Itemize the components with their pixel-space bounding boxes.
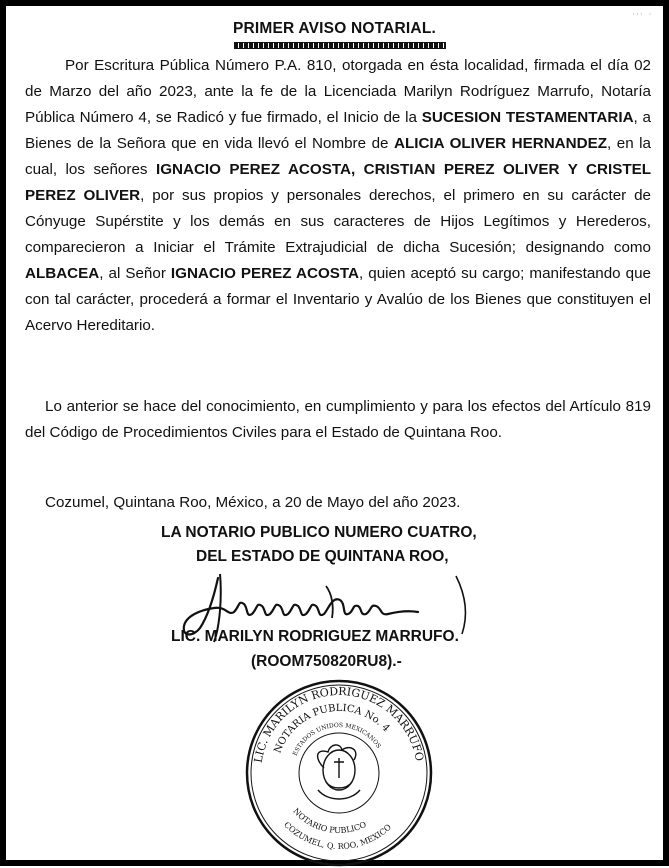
seal-inner-text: NOTARIA PUBLICA No. 4	[272, 702, 392, 755]
svg-text:COZUMEL, Q. ROO, MEXICO	[282, 820, 393, 851]
title-underline	[234, 42, 446, 49]
text-segment: Por Escritura Pública Número P.A. 810, otorgada en ésta localidad, firmada el día 02 de Marzo del año 2023, ante la fe de la Licenciada Marilyn Rodríguez Marrufo, Notaría Pública Número 4, se Radicó y fue firmado, el Inicio de la	[25, 57, 651, 126]
notary-seal-stamp	[244, 678, 434, 868]
signature-title-line2: DEL ESTADO DE QUINTANA ROO,	[196, 548, 449, 565]
bold-segment: IGNACIO PEREZ ACOSTA	[170, 265, 360, 282]
notary-name: LIC. MARILYN RODRIGUEZ MARRUFO.	[171, 628, 459, 645]
scan-mark: ''' '	[632, 12, 653, 23]
bold-segment: ALBACEA	[25, 265, 100, 282]
notary-rfc: (ROOM750820RU8).-	[251, 653, 402, 670]
bold-segment: IGNACIO PEREZ ACOSTA, CRISTIAN PEREZ OLIVER Y CRISTEL PEREZ OLIVER	[25, 161, 652, 204]
text-segment: , a Bienes de la Señora que en vida llevó el Nombre de	[25, 109, 651, 152]
seal-place-text: COZUMEL, Q. ROO, MEXICO	[282, 820, 394, 852]
coat-of-arms-emblem	[318, 745, 360, 799]
notice-body-paragraph	[25, 53, 651, 339]
seal-outer-text: LIC. MARILYN RODRIGUEZ MARRUFO	[251, 684, 427, 764]
seal-bottom-text: NOTARIO PUBLICO	[291, 806, 368, 836]
place-date-line: Cozumel, Quintana Roo, México, a 20 de Mayo del año 2023.	[45, 494, 461, 511]
seal-center-text: ESTADOS UNIDOS MEXICANOS	[291, 721, 383, 757]
text-segment: , en la cual, los señores	[25, 135, 651, 178]
bold-segment: ALICIA OLIVER HERNANDEZ	[394, 135, 607, 152]
signature-title-line1: LA NOTARIO PUBLICO NUMERO CUATRO,	[161, 524, 477, 541]
notice-reference-paragraph: Lo anterior se hace del conocimiento, en cumplimiento y para los efectos del Artículo 819 del Código de Procedimientos Civiles para el Estado de Quintana Roo.	[25, 398, 651, 441]
text-segment: , quien aceptó su cargo; manifestando que con tal carácter, procederá a formar el Inventario y Avalúo de los Bienes que constituyen el Acervo Hereditario.	[25, 265, 651, 334]
notice-title: PRIMER AVISO NOTARIAL.	[232, 20, 437, 37]
svg-text:NOTARIO PUBLICO	[291, 807, 368, 836]
text-segment: , al Señor	[99, 265, 171, 282]
text-segment: , por sus propios y personales derechos, el primero en su carácter de Cónyuge Supérstite y los demás en sus caracteres de Hijos Legítimos y Herederos, comparecieron a Iniciar el Trámite Extrajudicial de dicha Sucesión; designando como	[25, 187, 651, 256]
bold-segment: SUCESION TESTAMENTARIA	[421, 109, 634, 126]
